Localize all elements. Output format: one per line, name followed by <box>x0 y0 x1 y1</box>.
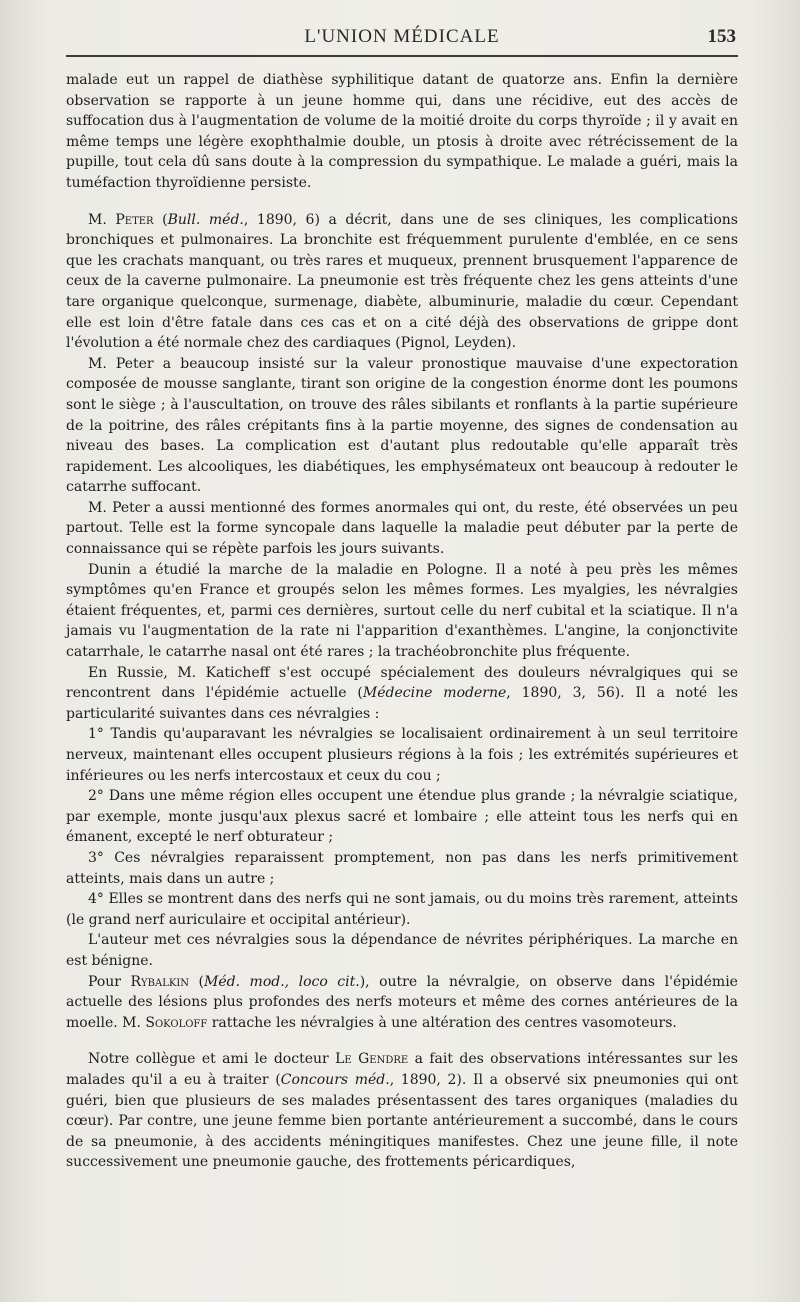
paragraph-text: 3° Ces névralgies reparaissent promptement, non pas dans les nerfs primitivement atteints, mais dans un autre ; <box>66 849 738 887</box>
paragraph <box>66 70 738 194</box>
author-name: Peter <box>115 211 154 228</box>
paragraph-text: L'auteur met ces névralgies sous la dépendance de névrites périphériques. La marche en est bénigne. <box>66 932 738 969</box>
paragraph <box>66 663 738 725</box>
paragraph-text: , 1890, 2). Il a observé six pneumonies qui ont guéri, bien que plusieurs de ses malades présentassent des tares organiques (maladies du cœur). Par contre, une jeune femme bien portante antérieurement a succombé, dans le cours de sa pneumonie, à des accidents méningitiques manifestes. Chez une jeune fille, il note successivement une pneumonie gauche, des frottements péricardiques, <box>66 1071 738 1171</box>
paragraph-text: , 1890, 6) a décrit, dans une de ses cliniques, les complications bronchiques et pulmonaires. La bronchite est fréquemment purulente d'emblée, en ce sens que les crachats manquant, ou très rares et muqueux, prennent brusquement l'apparence de ceux de la caverne pulmonaire. La pneumonie est très fréquente chez les gens atteints d'une tare organique quelconque, surmenage, diabète, albuminurie, maladie du cœur. Cependant elle est loin d'être fatale dans ces cas et on a cité déjà des observations de grippe dont l'évolution a été normale chez des cardiaques (Pignol, Leyden). <box>66 211 738 352</box>
paragraph-text: Notre collègue et ami le docteur <box>88 1051 336 1068</box>
paragraph-text: a fait des observations intéressantes sur les malades qu'il a eu à traiter ( <box>66 1051 738 1088</box>
paragraph-text: M. Peter a aussi mentionné des formes anormales qui ont, du reste, été observées un peu partout. Telle est la forme syncopale dans laquelle la maladie peut débuter par la perte de connaissance qui se répète parfois les jours suivants. <box>66 499 738 558</box>
paragraph-text: , 1890, 3, 56). Il a noté les particularité suivantes dans ces névralgies : <box>66 685 738 722</box>
paragraph <box>66 354 738 498</box>
paragraph-text: 2° Dans une même région elles occupent une étendue plus grande ; la névralgie sciatique, par exemple, monte jusqu'aux plexus sacré et lombaire ; elle atteint tous les nerfs qui en émanent, excepté le nerf obturateur ; <box>66 788 738 846</box>
header-rule <box>66 55 738 57</box>
source-citation: Bull. méd. <box>167 211 244 228</box>
paragraph: Pour Rybalkin (Méd. mod., loco cit.), outre la névralgie, on observe dans l'épidémie actuelle des lésions plus profondes des nerfs moteurs et même des cornes antérieures de la moelle. M. Sokoloff rattache les névralgies à une altération des centres vasomoteurs. <box>66 973 738 1031</box>
page-number: 153 <box>707 26 736 47</box>
source-citation: Concours méd. <box>280 1071 390 1088</box>
journal-title: L'UNION MÉDICALE <box>304 26 500 47</box>
paragraph-text: 1° Tandis qu'auparavant les névralgies se localisaient ordinairement à un seul territoire nerveux, maintenant elles occupent plusieurs régions à la fois ; les extrémités supérieures et inférieures ou les nerfs intercostaux et ceux du cou ; <box>66 726 738 784</box>
source-citation: Méd. mod., loco cit. <box>204 973 360 990</box>
paragraph <box>66 560 738 663</box>
article-body <box>66 70 738 1173</box>
paragraph: M. Peter (Bull. méd., 1890, 6) a décrit, dans une de ses cliniques, les complications bronchiques et pulmonaires. La bronchite est fréquemment purulente d'emblée, en ce sens que les crachats manquant, ou très rares et muqueux, prennent brusquement l'apparence de ceux de la caverne pulmonaire. La pneumonie est très fréquente chez les gens atteints d'une tare organique quelconque, surmenage, diabète, albuminurie, maladie du cœur. Cependant elle est loin d'être fatale dans ces cas et on a cité déjà des observations de grippe dont l'évolution a été normale chez des cardiaques (Pignol, Leyden). <box>66 211 738 352</box>
paragraph-text: 4° Elles se montrent dans des nerfs qui ne sont jamais, ou du moins très rarement, atteints (le grand nerf auriculaire et occipital antérieur). <box>66 891 738 928</box>
running-head <box>66 20 738 54</box>
list-item <box>66 889 738 930</box>
author-name: Le Gendre <box>335 1051 409 1068</box>
paragraph-text: ), outre la névralgie, on observe dans l'épidémie actuelle des lésions plus profondes des nerfs moteurs et même des cornes antérieures de la moelle. M. <box>66 973 738 1031</box>
paragraph-text: rattache les névralgies à une altération des centres vasomoteurs. <box>207 1014 677 1031</box>
paragraph <box>66 498 738 560</box>
list-item <box>66 848 738 889</box>
source-citation: Médecine moderne <box>362 685 507 702</box>
paragraph <box>66 930 738 971</box>
list-item <box>66 724 738 786</box>
author-name: Rybalkin <box>130 973 190 990</box>
paragraph-text: Pour <box>88 973 131 990</box>
paragraph <box>66 1049 738 1173</box>
paragraph-text: En Russie, M. Katicheff s'est occupé spécialement des douleurs névralgiques qui se rencontrent dans l'épidémie actuelle ( <box>66 664 738 702</box>
list-item <box>66 786 738 848</box>
paragraph-text: malade eut un rappel de diathèse syphilitique datant de quatorze ans. Enfin la dernière observation se rapporte à un jeune homme qui, dans une récidive, eut des accès de suffocation dus à l'augmentation de volume de la moitié droite du corps thyroïde ; il y avait en même temps une légère exophthalmie double, un ptosis à droite avec rétrécissement de la pupille, tout cela dû sans doute à la compression du sympathique. Le malade a guéri, mais la tuméfaction thyroïdienne persiste. <box>66 72 738 191</box>
paragraph-text: Dunin a étudié la marche de la maladie en Pologne. Il a noté à peu près les mêmes symptômes qu'en France et groupés selon les mêmes formes. Les myalgies, les névralgies étaient fréquentes, et, parmi ces dernières, surtout celle du nerf cubital et la sciatique. Il n'a jamais vu l'augmentation de la rate ni l'apparition d'exanthèmes. L'angine, la conjonctivite catarrhale, le catarrhe nasal ont été rares ; la trachéobronchite plus fréquente. <box>66 561 738 661</box>
author-name: Sokoloff <box>145 1014 208 1031</box>
paragraph-text: M. Peter a beaucoup insisté sur la valeur pronostique mauvaise d'une expectoration composée de mousse sanglante, tirant son origine de la congestion énorme dont les poumons sont le siège ; à l'auscultation, on trouve des râles sibilants et ronflants à la partie supérieure de la poitrine, des râles crépitants fins à la partie moyenne, des signes de condensation au niveau des bases. La complication est d'autant plus redoutable qu'elle apparaît très rapidement. Les alcooliques, les diabétiques, les emphysémateux ont beaucoup à redouter le catarrhe suffocant. <box>66 355 738 496</box>
